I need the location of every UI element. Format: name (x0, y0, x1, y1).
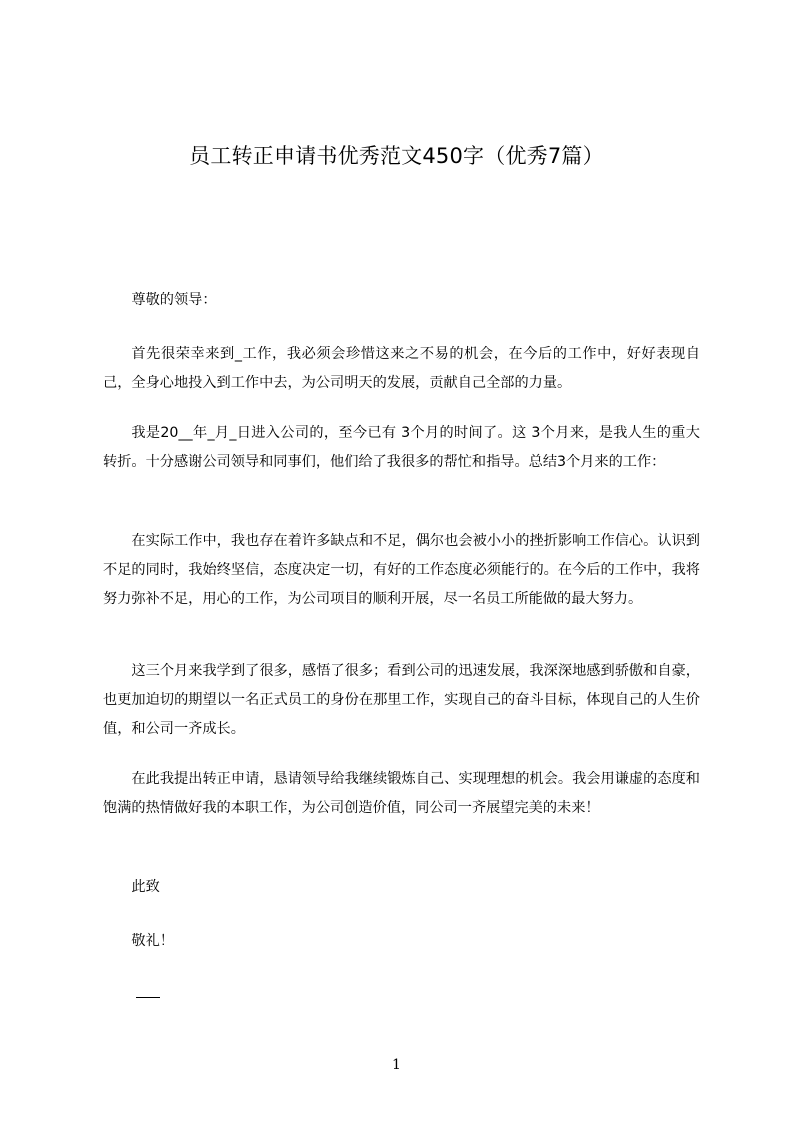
page-number: 1 (392, 1057, 401, 1073)
paragraph-4: 这三个月来我学到了很多，感悟了很多；看到公司的迅速发展，我深深地感到骄傲和自豪，也更加迫切的期望以一名正式员工的身份在那里工作，实现自己的奋斗目标，体现自己的人生价值，和公司一齐成长。 (103, 663, 700, 737)
paragraph-2: 我是20__年_月_日进入公司的，至今已有 3个月的时间了。这 3个月来，是我人生的重大转折。十分感谢公司领导和同事们，他们给了我很多的帮忙和指导。总结3个月来的工作： (103, 425, 700, 470)
closing-line-2: 敬礼！ (131, 933, 174, 949)
paragraph-1: 首先很荣幸来到_工作，我必须会珍惜这来之不易的机会，在今后的工作中，好好表现自己，全身心地投入到工作中去，为公司明天的发展，贡献自己全部的力量。 (103, 346, 700, 391)
salutation: 尊敬的领导： (131, 292, 217, 308)
document-title: 员工转正申请书优秀范文450字（优秀7篇） (189, 144, 604, 168)
signature-blank-line (136, 997, 160, 998)
paragraph-3: 在实际工作中，我也存在着许多缺点和不足，偶尔也会被小小的挫折影响工作信心。认识到不足的同时，我始终坚信，态度决定一切，有好的工作态度必须能行的。在今后的工作中，我将努力弥补不足，用心的工作，为公司项目的顺利开展，尽一名员工所能做的最大努力。 (103, 533, 700, 607)
paragraph-5: 在此我提出转正申请，恳请领导给我继续锻炼自己、实现理想的机会。我会用谦虚的态度和饱满的热情做好我的本职工作，为公司创造价值，同公司一齐展望完美的未来！ (103, 771, 700, 816)
closing-line-1: 此致 (131, 879, 160, 895)
